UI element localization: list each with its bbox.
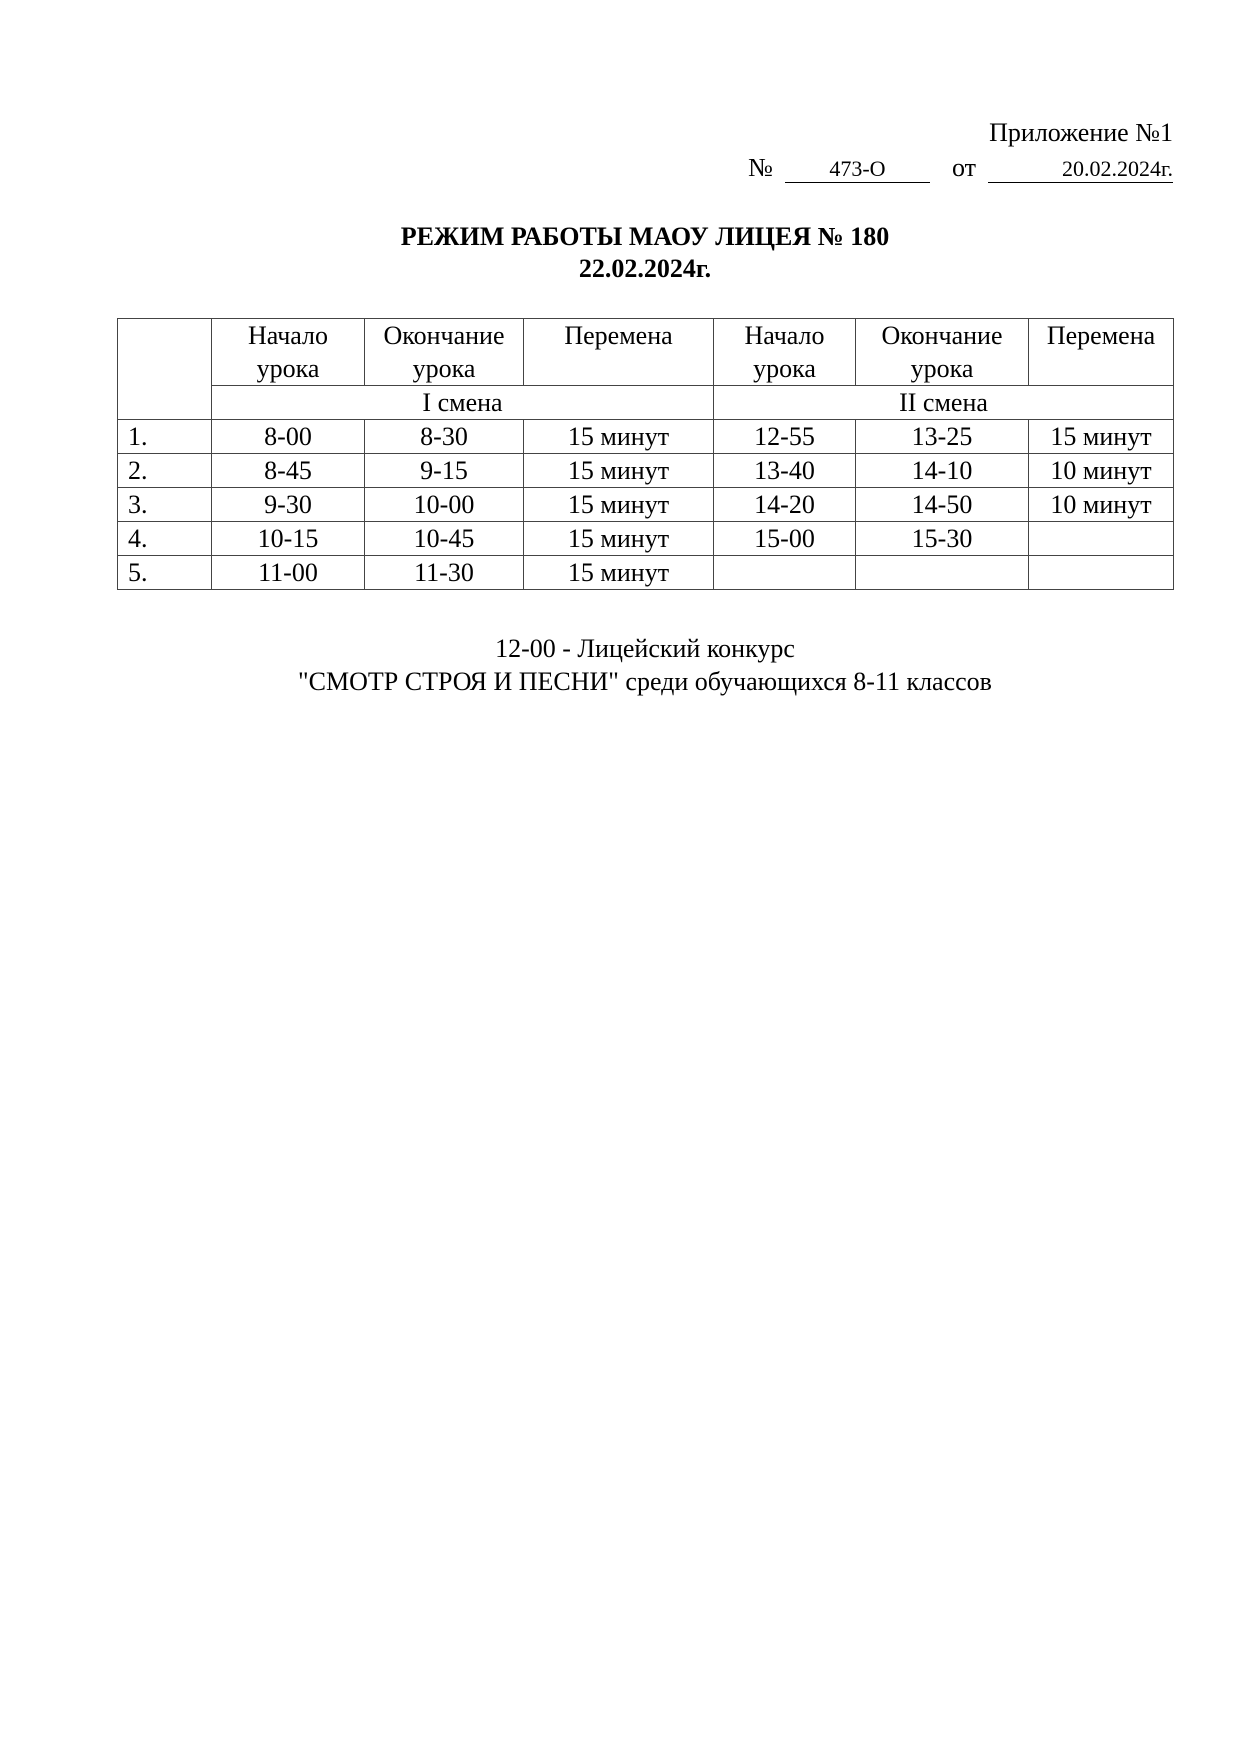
lesson-number: 3. xyxy=(118,488,212,522)
title-line-1: РЕЖИМ РАБОТЫ МАОУ ЛИЦЕЯ № 180 xyxy=(400,222,890,251)
table-cell: 10 минут xyxy=(1029,454,1174,488)
table-cell: 15 минут xyxy=(524,420,714,454)
table-cell: 13-40 xyxy=(714,454,856,488)
title-date: 22.02.2024г. xyxy=(578,254,712,283)
col-header-line: Начало xyxy=(247,321,329,350)
col-header-line: урока xyxy=(256,354,320,383)
table-cell xyxy=(856,556,1029,590)
col-header-shift1-break xyxy=(524,319,714,386)
table-cell: 11-00 xyxy=(212,556,365,590)
col-header-shift1-end xyxy=(365,319,524,386)
order-number-prefix: № xyxy=(748,153,773,182)
table-row xyxy=(118,454,1174,488)
table-cell: 9-15 xyxy=(365,454,524,488)
shift1-label: I смена xyxy=(212,386,714,420)
table-row xyxy=(118,420,1174,454)
col-header-line: Перемена xyxy=(1046,321,1156,350)
table-cell: 15 минут xyxy=(1029,420,1174,454)
table-cell: 15-30 xyxy=(856,522,1029,556)
table-cell: 8-45 xyxy=(212,454,365,488)
lesson-number: 5. xyxy=(118,556,212,590)
lesson-number: 2. xyxy=(118,454,212,488)
event-note-line-1: 12-00 - Лицейский конкурс xyxy=(495,634,795,663)
table-row xyxy=(118,556,1174,590)
order-date-value: 20.02.2024г. xyxy=(988,156,1173,183)
order-reference xyxy=(748,153,1173,183)
table-cell: 11-30 xyxy=(365,556,524,590)
schedule-table xyxy=(117,318,1174,590)
appendix-label: Приложение №1 xyxy=(989,118,1173,147)
table-cell: 15 минут xyxy=(524,556,714,590)
event-note xyxy=(0,632,1241,698)
table-cell xyxy=(714,556,856,590)
table-cell: 15 минут xyxy=(524,522,714,556)
table-cell: 10-00 xyxy=(365,488,524,522)
col-header-shift2-start xyxy=(714,319,856,386)
table-cell: 8-00 xyxy=(212,420,365,454)
col-header-line: урока xyxy=(910,354,974,383)
table-cell xyxy=(1029,522,1174,556)
table-cell: 15 минут xyxy=(524,488,714,522)
table-cell: 14-20 xyxy=(714,488,856,522)
shift2-label: II смена xyxy=(714,386,1174,420)
order-date-prefix: от xyxy=(951,153,976,182)
corner-cell xyxy=(118,319,212,420)
table-cell: 15 минут xyxy=(524,454,714,488)
col-header-shift1-start xyxy=(212,319,365,386)
table-cell: 15-00 xyxy=(714,522,856,556)
col-header-line: урока xyxy=(753,354,816,383)
document-title xyxy=(0,221,1241,285)
col-header-shift2-end xyxy=(856,319,1029,386)
col-header-line: урока xyxy=(412,354,476,383)
lesson-number: 4. xyxy=(118,522,212,556)
table-cell: 8-30 xyxy=(365,420,524,454)
table-cell: 13-25 xyxy=(856,420,1029,454)
table-cell: 14-10 xyxy=(856,454,1029,488)
col-header-shift2-break xyxy=(1029,319,1174,386)
table-cell xyxy=(1029,556,1174,590)
table-cell: 12-55 xyxy=(714,420,856,454)
col-header-line: Перемена xyxy=(564,321,673,350)
table-cell: 14-50 xyxy=(856,488,1029,522)
col-header-line: Начало xyxy=(744,321,825,350)
table-cell: 9-30 xyxy=(212,488,365,522)
table-cell: 10-15 xyxy=(212,522,365,556)
table-row xyxy=(118,488,1174,522)
table-row xyxy=(118,522,1174,556)
col-header-line: Окончание xyxy=(383,321,505,350)
lesson-number: 1. xyxy=(118,420,212,454)
col-header-line: Окончание xyxy=(881,321,1003,350)
header-row xyxy=(118,319,1174,386)
order-number-value: 473-О xyxy=(785,156,930,183)
event-note-line-2: "СМОТР СТРОЯ И ПЕСНИ" среди обучающихся 8-11 классов xyxy=(298,667,992,696)
table-cell: 10-45 xyxy=(365,522,524,556)
shift-label-row xyxy=(118,386,1174,420)
table-cell: 10 минут xyxy=(1029,488,1174,522)
